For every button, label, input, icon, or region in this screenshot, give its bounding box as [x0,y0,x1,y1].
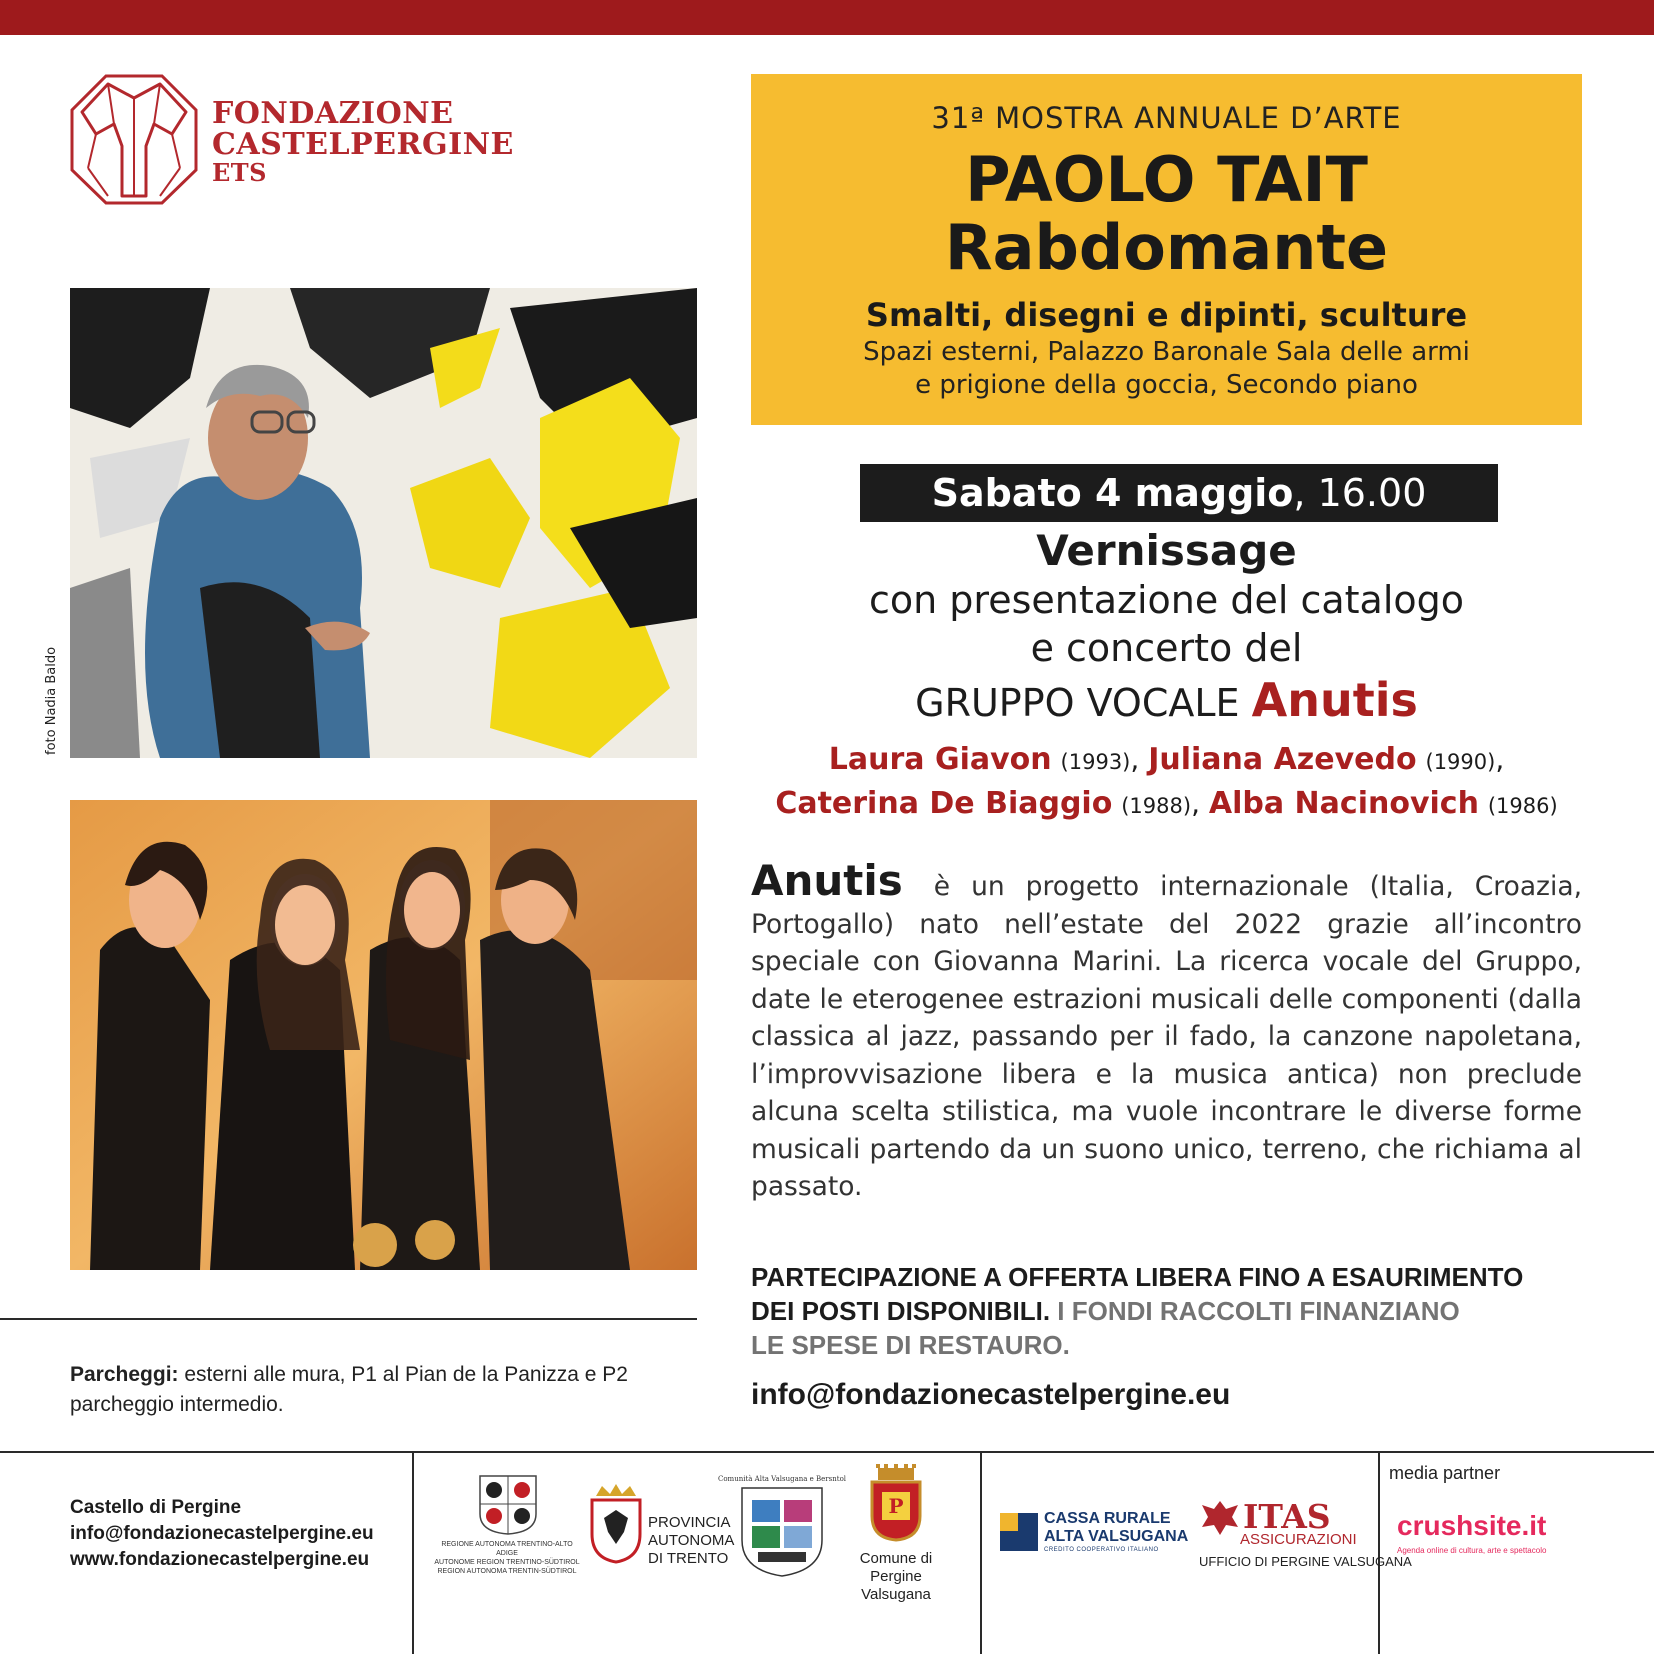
participation-line3: LE SPESE DI RESTAURO. [751,1330,1070,1360]
participation-line2-grey: I FONDI RACCOLTI FINANZIANO [1057,1296,1460,1326]
footer-separator [412,1453,414,1654]
footer-contact-email[interactable]: info@fondazionecastelpergine.eu [70,1523,374,1544]
member-name: Laura Giavon [828,742,1052,777]
footer-separator [980,1453,982,1654]
itas-location: UFFICIO DI PERGINE VALSUGANA [1199,1554,1412,1569]
region-line3: REGION AUTONOMA TRENTIN-SÜDTIROL [437,1568,577,1575]
region-line2: AUTONOME REGION TRENTINO-SÜDTIROL [434,1559,580,1566]
parking-text: esterni alle mura, P1 al Pian de la Panizza e P2 parcheggio intermedio. [70,1363,628,1416]
comune-caption [836,1550,956,1604]
photo-credit: foto Nadia Baldo [44,646,59,755]
event-line1: con presentazione del catalogo [868,578,1464,622]
event-time: , 16.00 [1293,471,1427,515]
comune-line1: Comune di [859,1550,933,1567]
exhibition-edition: 31ª MOSTRA ANNUALE D’ARTE [931,101,1402,135]
parking-label: Parcheggi: [70,1363,179,1386]
crushsite-logo[interactable]: crushsite.it [1397,1510,1547,1541]
divider [0,1318,697,1320]
logo-line3: ETS [212,158,267,187]
province-line2: AUTONOMA [648,1532,735,1549]
participation-notice [751,1260,1611,1362]
cassa-line1: CASSA RURALE [1044,1510,1171,1527]
comunita-seal-icon [717,1470,847,1582]
participation-line2-bold: DEI POSTI DISPONIBILI. [751,1296,1058,1326]
itas-eagle-icon [1200,1497,1240,1537]
exhibition-location [751,336,1582,402]
event-line2: e concerto del [1030,626,1303,670]
event-title: Vernissage [1036,526,1297,575]
member-sep: , [1130,743,1149,776]
logo-line1: FONDAZIONE [212,96,454,131]
media-partner-label: media partner [1389,1463,1501,1483]
member-sep: , [1495,743,1505,776]
members-line1 [751,742,1582,777]
group-photo [70,800,697,1270]
region-caption [432,1540,582,1576]
description-lead: Anutis [751,856,903,905]
region-crest-icon [478,1474,538,1536]
footer-contact-web[interactable]: www.fondazionecastelpergine.eu [70,1549,370,1570]
member-year: (1990) [1425,750,1496,774]
cassa-rurale-logo-icon [1000,1513,1038,1551]
exhibition-title: Rabdomante [944,211,1389,284]
artist-name: PAOLO TAIT [965,143,1368,216]
artist-photo [70,288,697,758]
footer-divider [0,1451,1654,1453]
members-line2 [751,786,1582,821]
member-name: Caterina De Biaggio [775,786,1113,821]
group-heading [751,673,1582,727]
itas-name: ITAS [1243,1497,1331,1536]
logo-text [212,98,514,186]
province-caption [648,1514,734,1568]
participation-line1: PARTECIPAZIONE A OFFERTA LIBERA FINO A ESAURIMENTO [751,1262,1524,1292]
parking-info [70,1360,680,1420]
group-prefix: GRUPPO VOCALE [915,681,1252,725]
comune-crest-icon [868,1466,924,1542]
comunita-label: Comunità Alta Valsugana e Bersntol [717,1475,847,1483]
province-crest-icon [588,1484,644,1564]
member-name: Juliana Azevedo [1148,742,1417,777]
exhibition-media: Smalti, disegni e dipinti, sculture [865,296,1468,334]
castle-logo-icon [68,72,200,207]
province-line1: PROVINCIA [648,1514,731,1531]
top-bar [0,0,1654,35]
member-name: Alba Nacinovich [1208,786,1479,821]
comune-line2: Pergine Valsugana [861,1568,931,1603]
member-year: (1986) [1487,794,1558,818]
footer-contact-name: Castello di Pergine [70,1497,242,1518]
event-date: Sabato 4 maggio [931,471,1294,515]
crushsite-tagline: Agenda online di cultura, arte e spettacolo [1397,1546,1547,1555]
group-name: Anutis [1251,673,1418,727]
description-paragraph [751,856,1582,1206]
member-sep: , [1191,787,1209,820]
cassa-rurale-name [1044,1510,1188,1546]
member-year: (1993) [1060,750,1131,774]
event-date-bar [860,464,1498,522]
province-line3: DI TRENTO [648,1550,729,1567]
itas-sub: ASSICURAZIONI [1240,1531,1357,1548]
location-line1: Spazi esterni, Palazzo Baronale Sala delle armi [863,337,1470,367]
member-year: (1988) [1121,794,1192,818]
exhibition-box [751,74,1582,425]
footer-contacts [70,1495,374,1573]
region-line1: REGIONE AUTONOMA TRENTINO-ALTO ADIGE [441,1541,573,1557]
logo-line2: CASTELPERGINE [212,127,514,162]
cassa-sub: CREDITO COOPERATIVO ITALIANO [1044,1547,1159,1553]
description-text: è un progetto internazionale (Italia, Croazia, Portogallo) nato nell’estate del 2022 grazie all’incontro speciale con Giovanna Marini. La ricerca vocale del Gruppo, date le eterogenee estrazioni musicali delle componenti (dalla classica al jazz, passando per il fado, la canzone napoletana, l’improvvisazione libera e la musica antica) non preclude alcuna scelta stilistica, ma vuole incontrare le diverse forme musicali partendo da un suono unico, terreno, che richiama al passato. [751,871,1582,1202]
svg-text:P: P [888,1494,904,1518]
location-line2: e prigione della goccia, Secondo piano [915,370,1418,400]
contact-email-link[interactable]: info@fondazionecastelpergine.eu [751,1378,1231,1411]
cassa-line2: ALTA VALSUGANA [1044,1528,1189,1545]
